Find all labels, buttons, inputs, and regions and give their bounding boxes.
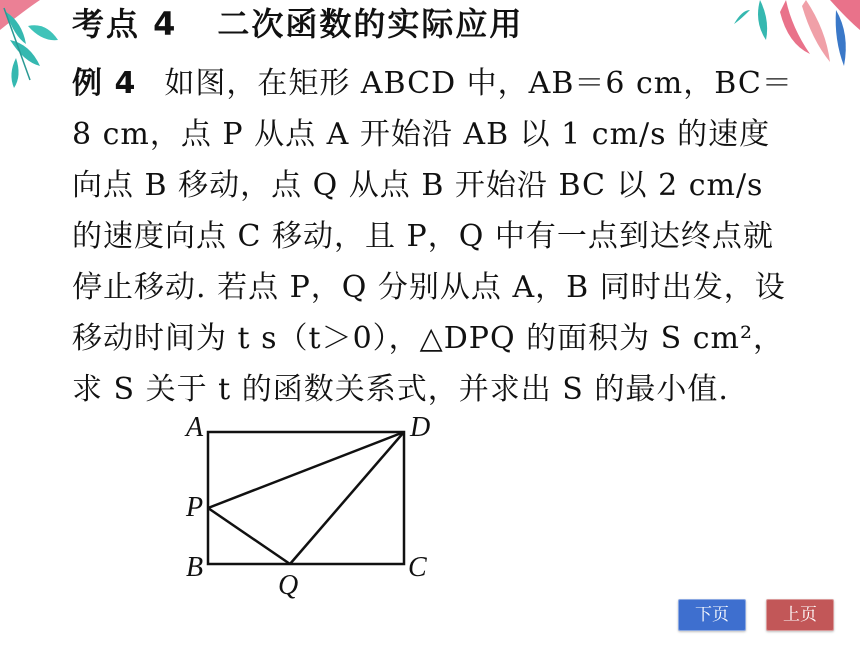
rectangle-figure <box>176 410 446 600</box>
problem-line: 移动时间为 t s（t＞0），△DPQ 的面积为 S cm²， <box>72 321 785 356</box>
heading-title: 二次函数的实际应用 <box>217 5 524 43</box>
problem-line: 例 4 如图，在矩形 ABCD 中，AB＝6 cm，BC＝ <box>72 66 793 101</box>
segment-qd <box>290 432 404 564</box>
heading-number: 考点 4 <box>72 5 178 43</box>
segment-pd <box>208 432 404 508</box>
segment-pq <box>208 508 290 564</box>
label-c: C <box>408 552 427 583</box>
problem-text <box>72 58 832 415</box>
label-q: Q <box>278 570 299 600</box>
example-label: 例 4 <box>72 66 137 101</box>
previous-page-button[interactable]: 上页 <box>766 599 834 631</box>
problem-line: 停止移动. 若点 P，Q 分别从点 A，B 同时出发，设 <box>72 270 786 305</box>
label-d: D <box>410 412 431 443</box>
problem-line: 向点 B 移动，点 Q 从点 B 开始沿 BC 以 2 cm/s <box>72 168 764 203</box>
label-p: P <box>186 492 204 523</box>
problem-line: 的速度向点 C 移动，且 P，Q 中有一点到达终点就 <box>72 219 774 254</box>
problem-line: 求 S 关于 t 的函数关系式，并求出 S 的最小值. <box>72 372 729 407</box>
next-page-button[interactable]: 下页 <box>678 599 746 631</box>
label-b: B <box>186 552 204 583</box>
section-heading <box>72 2 523 46</box>
top-left-leaf-decoration <box>0 0 70 90</box>
problem-line: 8 cm，点 P 从点 A 开始沿 AB 以 1 cm/s 的速度 <box>72 117 771 152</box>
label-a: A <box>186 412 204 443</box>
